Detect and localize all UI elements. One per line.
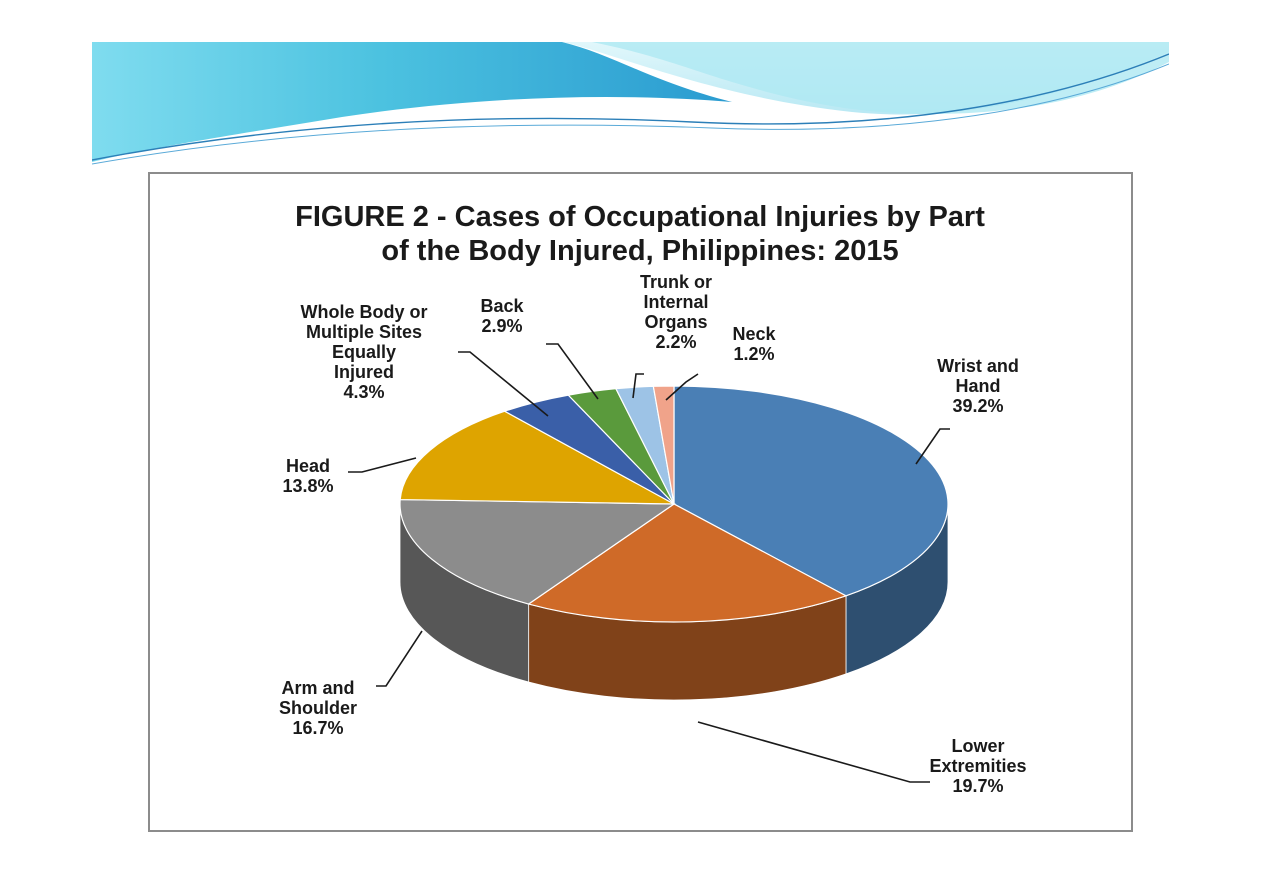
slice-value-label: 13.8% [282,476,334,496]
slice-label-trunk-or-internal-organs [640,272,712,352]
pie-chart [150,174,1131,830]
slice-value-label: 1.2% [733,344,775,364]
slice-label-wrist-and-hand [937,356,1019,416]
slice-label-text: Neck [732,324,776,344]
slice-label-text: Wrist and [937,356,1019,376]
leader-line-head [348,458,416,472]
pie-slices [400,386,948,622]
slice-value-label: 2.9% [481,316,523,336]
slice-label-whole-body-or-multiple-sites-equally-injured [301,302,428,402]
slice-label-text: Multiple Sites [305,322,423,342]
slice-label-neck [732,324,776,364]
slice-label-text: Hand [955,376,1001,396]
slice-label-lower-extremities [929,736,1026,796]
slice-label-text: Injured [333,362,395,382]
slice-label-text: Lower [951,736,1005,756]
slice-label-text: Trunk or [639,272,713,292]
wave-banner [92,42,1169,167]
slice-label-arm-and-shoulder [279,678,357,738]
slice-label-back [480,296,524,336]
leader-line-arm-and-shoulder [376,631,422,686]
chart-title-line-2: of the Body Injured, Philippines: 2015 [381,235,899,267]
slice-label-text: Head [285,456,331,476]
slice-value-label: 39.2% [952,396,1004,416]
chart-title [295,201,985,267]
leader-line-back [546,344,598,399]
slice-label-head [282,456,333,496]
slice-label-text: Arm and [281,678,355,698]
slice-label-text: Whole Body or [300,302,428,322]
slice-value-label: 2.2% [655,332,697,352]
slice-label-text: Extremities [929,756,1027,776]
slice-label-text: Internal [643,292,709,312]
leader-line-lower-extremities [698,722,930,782]
slide [92,42,1169,850]
slice-label-text: Equally [331,342,397,362]
slice-value-label: 19.7% [952,776,1004,796]
slice-label-text: Organs [644,312,708,332]
chart-frame [148,172,1133,832]
slice-value-label: 4.3% [343,382,385,402]
slice-label-text: Back [480,296,524,316]
slice-label-text: Shoulder [278,698,358,718]
slice-value-label: 16.7% [292,718,344,738]
chart-title-line-1: FIGURE 2 - Cases of Occupational Injuries by Part [295,201,985,233]
